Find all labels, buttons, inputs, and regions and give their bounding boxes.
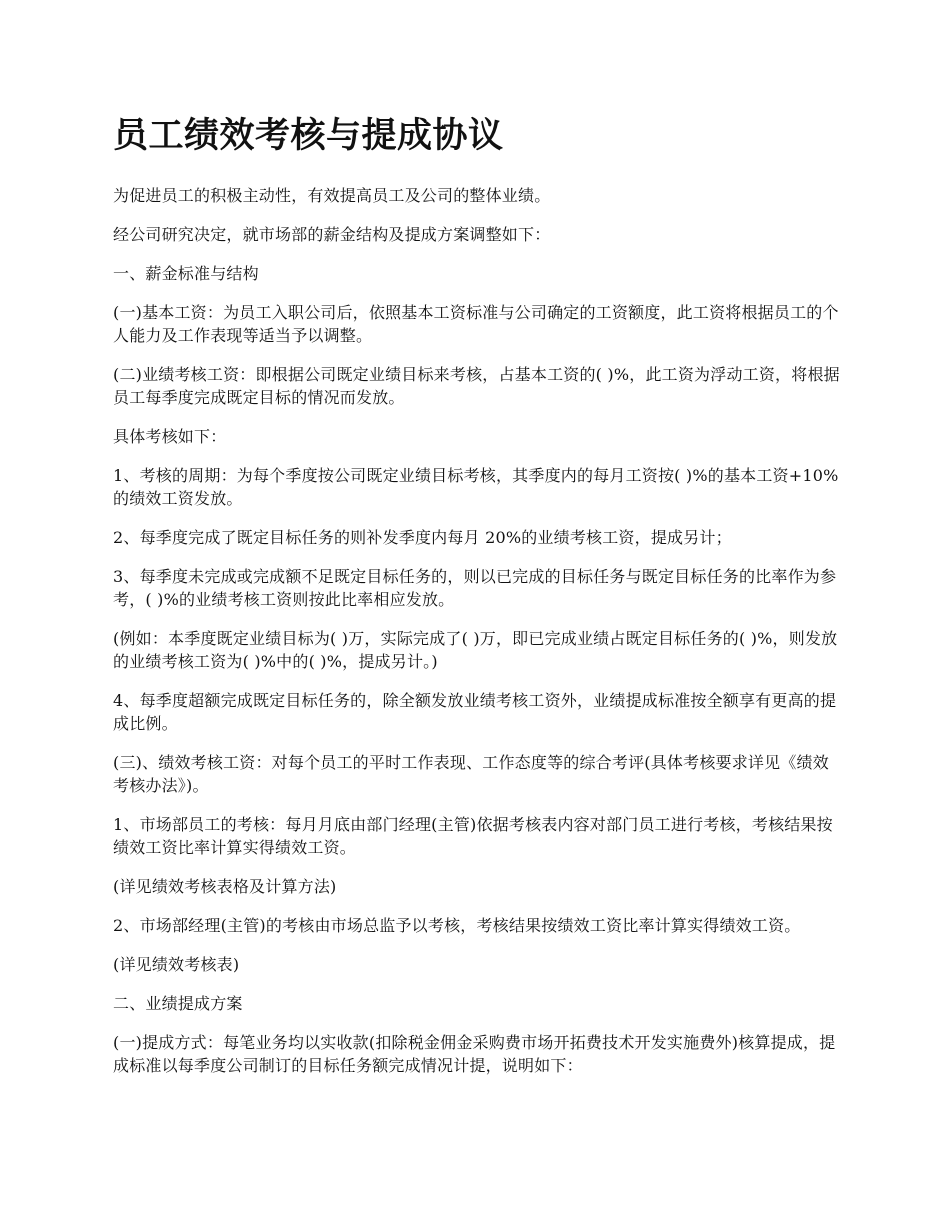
paragraph-base-salary: (一)基本工资：为员工入职公司后，依照基本工资标准与公司确定的工资额度，此工资将根据员工的个人能力及工作表现等适当予以调整。	[113, 303, 839, 345]
section-heading-commission: 二、业绩提成方案	[113, 994, 243, 1013]
paragraph-merit-salary: (三)、绩效考核工资：对每个员工的平时工作表现、工作态度等的综合考评(具体考核要求详见《绩效考核办法》)。	[113, 753, 829, 795]
paragraph-item-1: 1、考核的周期：为每个季度按公司既定业绩目标考核，其季度内的每月工资按( )%的基本工资+10%的绩效工资发放。	[113, 466, 839, 508]
paragraph-intro: 为促进员工的积极主动性，有效提高员工及公司的整体业绩。	[113, 186, 551, 205]
paragraph-commission-method: (一)提成方式：每笔业务均以实收款(扣除税金佣金采购费市场开拓费技术开发实施费外)核算提成，提成标准以每季度公司制订的目标任务额完成情况计提，说明如下：	[113, 1033, 836, 1075]
paragraph-assessment-intro: 具体考核如下：	[113, 427, 227, 446]
paragraph-item-3: 3、每季度未完成或完成额不足既定目标任务的，则以已完成的目标任务与既定目标任务的比率作为参考，( )%的业绩考核工资则按此比率相应发放。	[113, 567, 837, 609]
paragraph-see-table: (详见绩效考核表)	[113, 955, 240, 974]
paragraph-item-4: 4、每季度超额完成既定目标任务的，除全额发放业绩考核工资外，业绩提成标准按全额享有更高的提成比例。	[113, 691, 837, 733]
paragraph-item-2: 2、每季度完成了既定目标任务的则补发季度内每月 20%的业绩考核工资，提成另计；	[113, 528, 732, 547]
paragraph-manager-assessment: 2、市场部经理(主管)的考核由市场总监予以考核，考核结果按绩效工资比率计算实得绩效工资。	[113, 916, 801, 935]
document-title: 员工绩效考核与提成协议	[113, 115, 504, 156]
paragraph-see-table-method: (详见绩效考核表格及计算方法)	[113, 877, 337, 896]
paragraph-example: (例如：本季度既定业绩目标为( )万，实际完成了( )万，即已完成业绩占既定目标任务的( )%，则发放的业绩考核工资为( )%中的( )%，提成另计。)	[113, 629, 838, 671]
paragraph-staff-assessment: 1、市场部员工的考核：每月月底由部门经理(主管)依据考核表内容对部门员工进行考核，考核结果按绩效工资比率计算实得绩效工资。	[113, 815, 833, 857]
paragraph-performance-salary: (二)业绩考核工资：即根据公司既定业绩目标来考核，占基本工资的( )%，此工资为浮动工资，将根据员工每季度完成既定目标的情况而发放。	[113, 365, 840, 407]
section-heading-salary: 一、薪金标准与结构	[113, 264, 259, 283]
document-page	[113, 112, 843, 1093]
paragraph-decision: 经公司研究决定，就市场部的薪金结构及提成方案调整如下：	[113, 225, 551, 244]
